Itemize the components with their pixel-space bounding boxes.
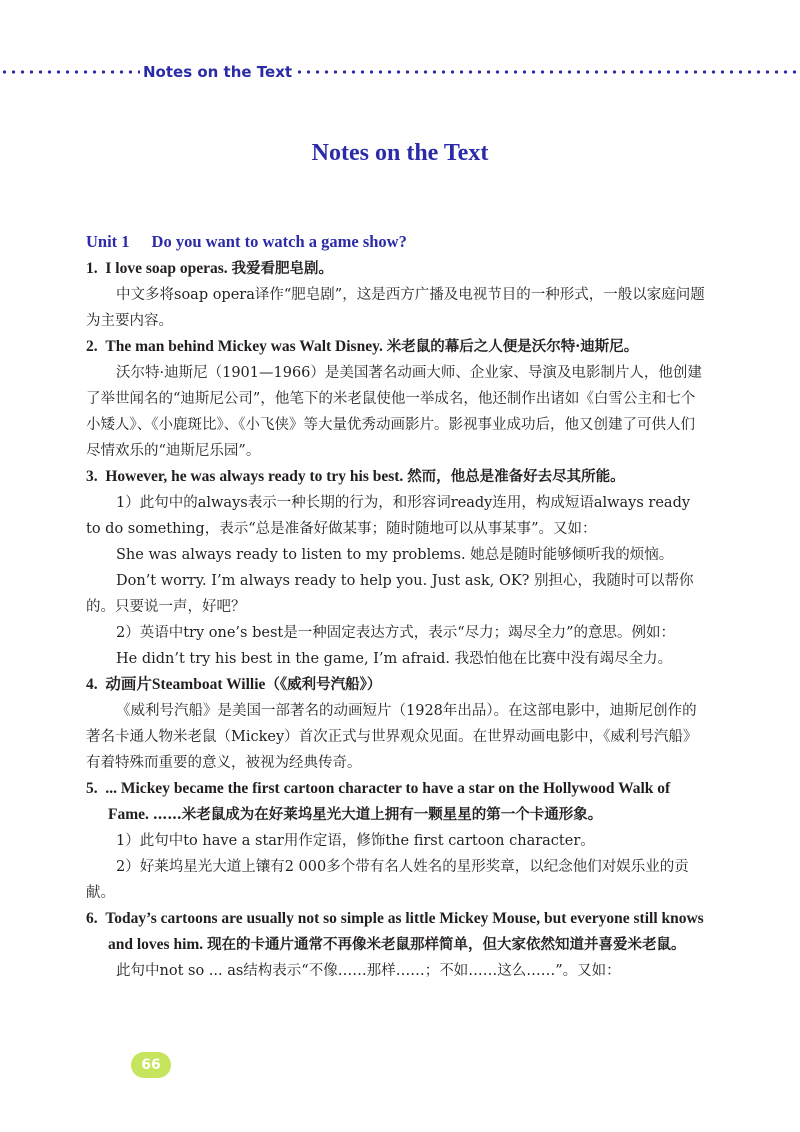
note-paragraph: 此句中not so ... as结构表示“不像……那样……；不如……这么……”。又如： (116, 963, 621, 979)
note-heading-cn: （《威利号汽船》） (265, 676, 382, 693)
note-heading-en: However, he was always ready to try his best. (105, 468, 404, 485)
note-heading-cn: 我爱看肥皂剧。 (231, 260, 334, 277)
note-number: 3. (86, 468, 98, 485)
unit-title: Do you want to watch a game show? (151, 232, 407, 251)
note-paragraph: 2）好莱坞星光大道上镶有2 000多个带有名人姓名的星形奖章，以纪念他们对娱乐业的贡献。 (86, 859, 689, 901)
notes-content (86, 228, 706, 984)
note-heading-cn: 现在的卡通片通常不再像米老鼠那样简单，但大家依然知道并喜爱米老鼠。 (207, 936, 686, 953)
note-heading (86, 256, 706, 282)
note-number: 4. (86, 676, 98, 693)
note-heading (86, 672, 706, 698)
note-heading-cn: 米老鼠的幕后之人便是沃尔特·迪斯尼。 (386, 338, 639, 355)
note-paragraph: 1）此句中to have a star用作定语，修饰the first cartoon character。 (116, 833, 595, 849)
example-sentence: He didn’t try his best in the game, I’m afraid. 我恐怕他在比赛中没有竭尽全力。 (116, 651, 673, 667)
note-paragraph: 中文多将soap opera译作“肥皂剧”，这是西方广播及电视节目的一种形式，一般以家庭问题为主要内容。 (86, 287, 705, 329)
note-number: 6. (86, 910, 98, 927)
page-title: Notes on the Text (311, 140, 489, 166)
note-heading (86, 464, 706, 490)
unit-heading (86, 228, 706, 256)
example-sentence: She was always ready to listen to my problems. 她总是随时能够倾听我的烦恼。 (116, 547, 674, 563)
unit-number: Unit 1 (86, 232, 130, 251)
note-number: 2. (86, 338, 98, 355)
note-number: 1. (86, 260, 98, 277)
note-heading-cn: 然而，他总是准备好去尽其所能。 (407, 468, 625, 485)
note-heading-en: The man behind Mickey was Walt Disney. (105, 338, 383, 355)
note-heading-cn: ……米老鼠成为在好莱坞星光大道上拥有一颗星星的第一个卡通形象。 (152, 806, 603, 823)
note-heading (86, 906, 706, 958)
note-number: 5. (86, 780, 98, 797)
note-paragraph: 2）英语中try one’s best是一种固定表达方式，表示“尽力；竭尽全力”的意思。例如： (116, 625, 676, 641)
header-dots-left (0, 70, 140, 74)
note-paragraph: 《威利号汽船》是美国一部著名的动画短片（1928年出品）。在这部电影中，迪斯尼创作的著名卡通人物米老鼠（Mickey）首次正式与世界观众见面。在世界动画电影中，《威利号汽船》有着特殊而重要的意义，被视为经典传奇。 (86, 703, 698, 771)
example-sentence: Don’t worry. I’m always ready to help you. Just ask, OK? 别担心，我随时可以帮你的。只要说一声，好吧？ (86, 573, 694, 615)
note-paragraph: 1）此句中的always表示一种长期的行为，和形容词ready连用，构成短语always ready to do something，表示“总是准备好做某事；随时随地可以从事某事”。又如： (86, 495, 691, 537)
page-number: 66 (131, 1052, 171, 1078)
header-dots-right (295, 70, 800, 74)
note-paragraph: 沃尔特·迪斯尼（1901—1966）是美国著名动画大师、企业家、导演及电影制片人，他创建了举世闻名的“迪斯尼公司”，他笔下的米老鼠使他一举成名，他还制作出诸如《白雪公主和七个小矮人》、《小鹿斑比》、《小飞侠》等大量优秀动画影片。影视事业成功后，他又创建了可供人们尽情欢乐的“迪斯尼乐园”。 (86, 365, 702, 459)
note-heading-en: ... Mickey became the first cartoon character to have a star on the Hollywood Walk of Fame. (105, 780, 671, 823)
running-header (0, 62, 800, 82)
note-heading-en: 动画片Steamboat Willie (105, 676, 266, 693)
note-heading (86, 334, 706, 360)
note-heading-en: Today’s cartoons are usually not so simple as little Mickey Mouse, but everyone still knows and loves him. (105, 910, 704, 953)
running-header-label: Notes on the Text (143, 63, 293, 81)
note-heading (86, 776, 706, 828)
note-heading-en: I love soap operas. (105, 260, 228, 277)
